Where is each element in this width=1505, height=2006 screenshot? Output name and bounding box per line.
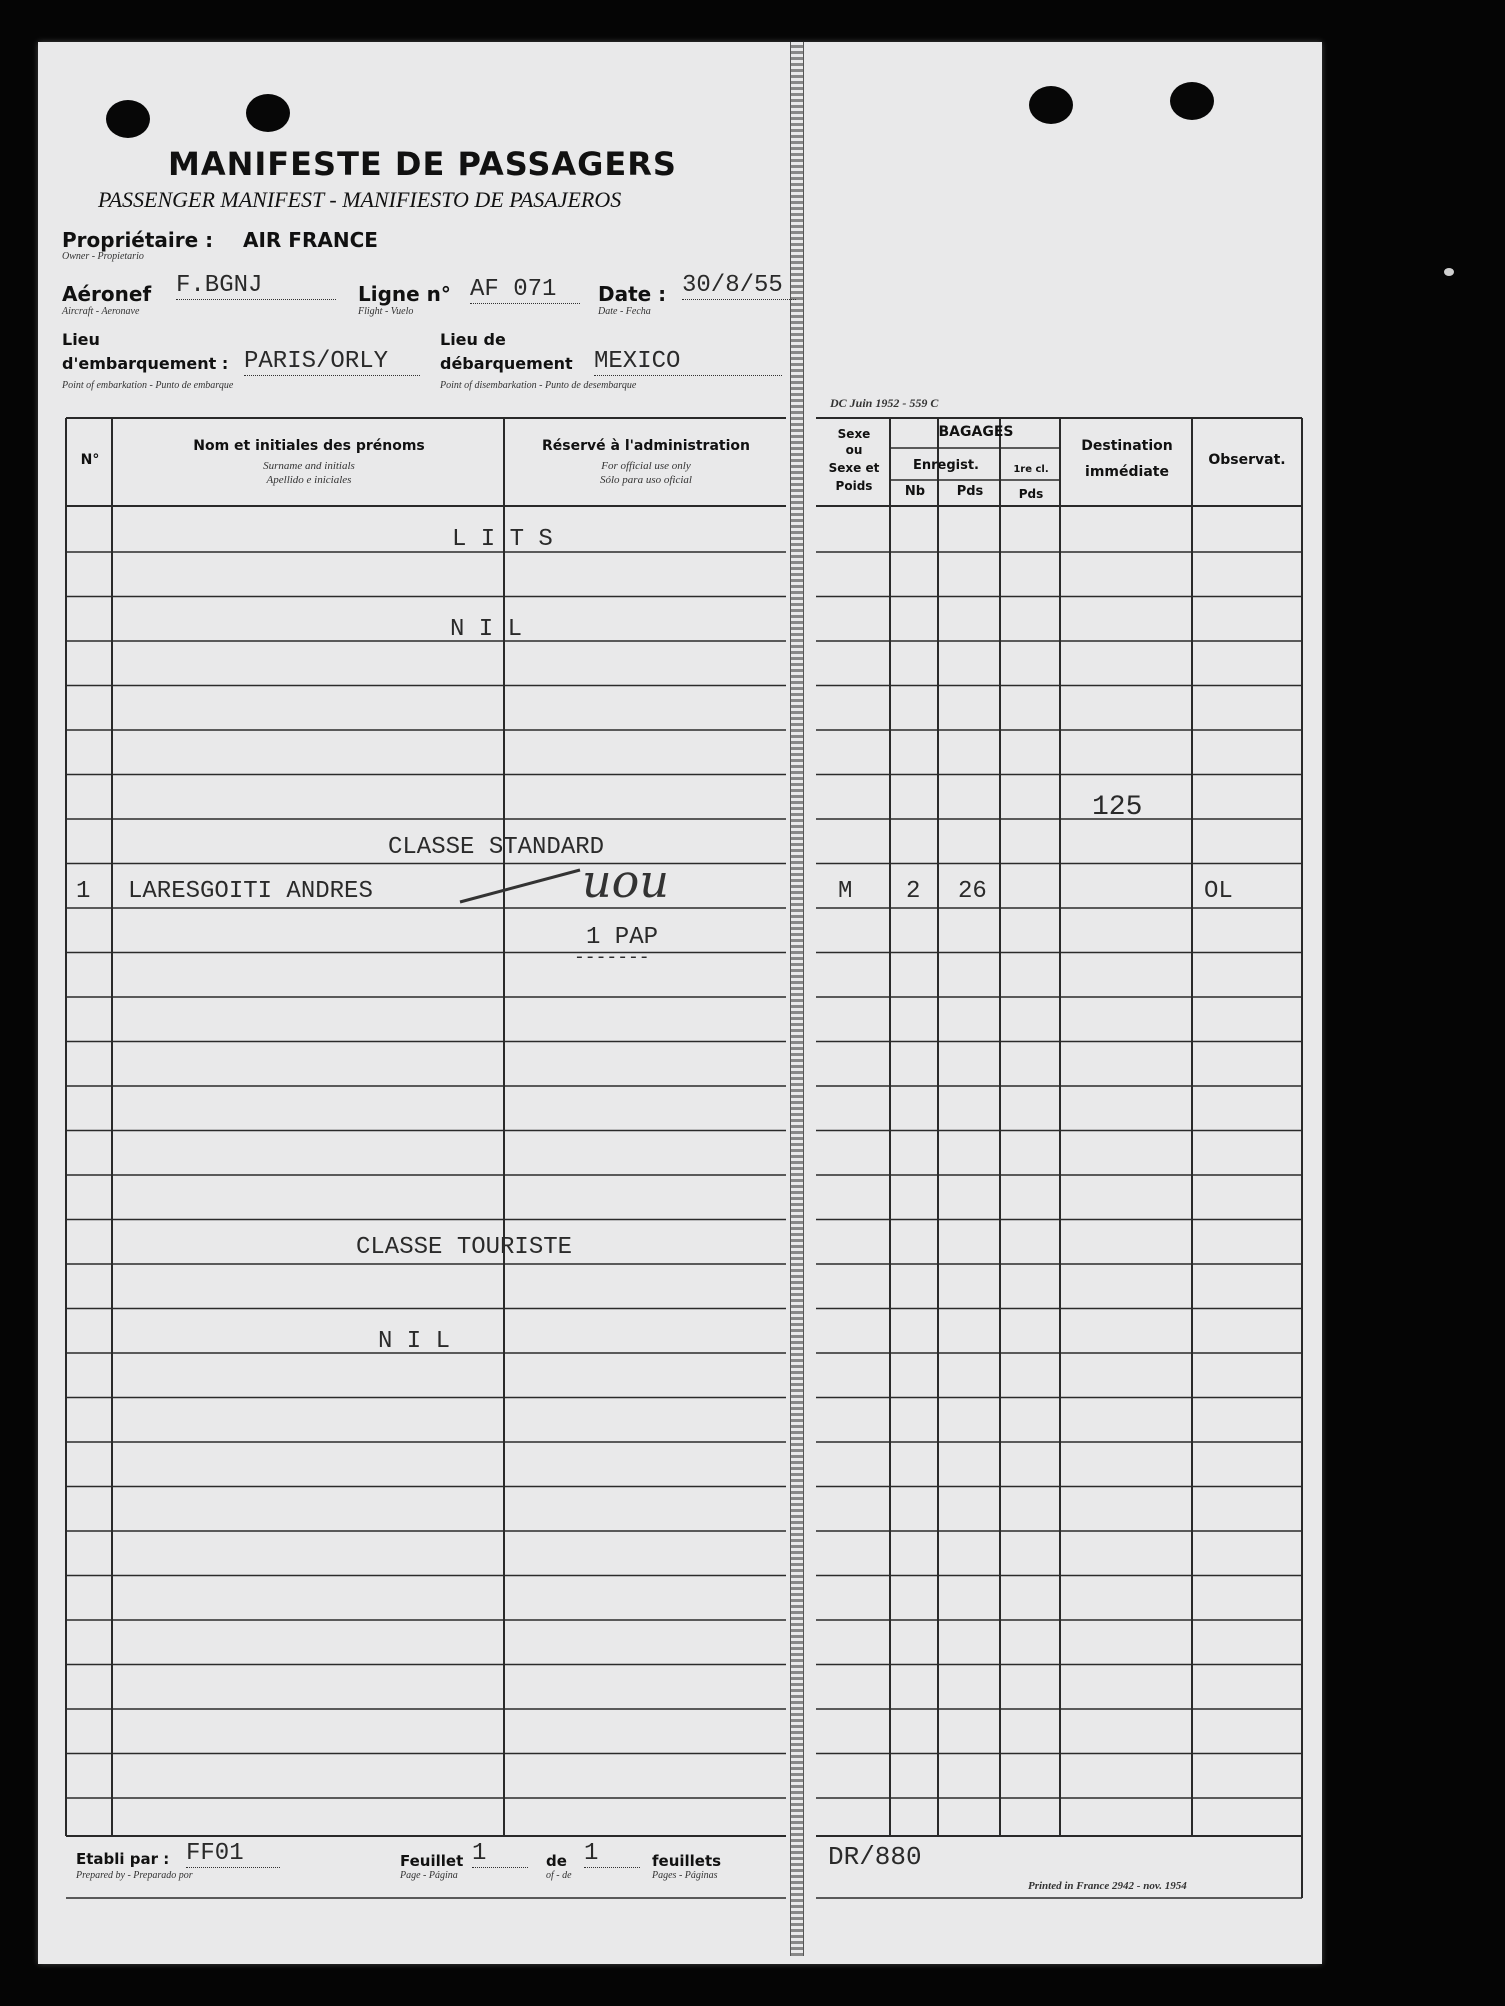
footer-feuillet-label: Feuillet [400,1852,464,1870]
embark-label-sub: Point of embarkation - Punto de embarque [62,380,234,391]
passenger-sexe: M [838,878,853,905]
header-observ: Observat. [1208,452,1286,468]
document-title: MANIFESTE DE PASSAGERS [168,145,677,183]
footer-de-value: 1 [584,1840,640,1868]
footer-etabli-value: FF01 [186,1840,280,1868]
passenger-admin-handwritten: uou [582,854,669,908]
disembark-label-1: Lieu de [440,330,506,349]
owner-label: Propriétaire : [62,228,214,252]
entry-lits: L I T S [452,526,553,553]
header-sexe-1: Sexe [837,427,871,441]
footer-feuillet-value: 1 [472,1840,528,1868]
header-enregist: Enregist. [912,458,979,473]
document-subtitle: PASSENGER MANIFEST - MANIFIESTO DE PASAJEROS [98,187,622,212]
passenger-nb: 2 [906,878,921,905]
header-first-class: 1re cl. [1013,464,1049,475]
aircraft-value: F.BGNJ [176,272,336,300]
footer-feuillets-label: feuillets [652,1852,722,1870]
header-admin-sub2: Sólo para uso oficial [600,474,692,486]
owner-value: AIR FRANCE [243,228,378,252]
footer-de-sub: of - de [546,1870,572,1881]
header-destination-2: immédiate [1085,464,1169,480]
embark-label-2: d'embarquement : [62,354,229,373]
footer-feuillets-sub: Pages - Páginas [652,1870,718,1881]
header-nb: Nb [904,484,926,499]
header-no: N° [80,452,100,468]
passenger-name: LARESGOITI ANDRES [128,878,373,905]
entry-classe-standard: CLASSE STANDARD [388,834,605,861]
header-name: Nom et initiales des prénoms [193,438,425,454]
header-pds2: Pds [1018,487,1044,501]
embark-label-1: Lieu [62,330,100,349]
header-admin: Réservé à l'administration [542,438,750,454]
header-sexe-3: Sexe et [828,461,880,475]
flight-value: AF 071 [470,276,580,304]
entry-classe-touriste: CLASSE TOURISTE [356,1234,573,1261]
footer-de-label: de [546,1852,567,1870]
header-admin-sub1: For official use only [601,460,691,472]
footer-etabli-sub: Prepared by - Preparado por [76,1870,193,1881]
entry-destination-total: 125 [1092,792,1143,823]
flight-label: Ligne n° [358,282,451,306]
header-sexe-2: ou [845,443,863,457]
aircraft-label: Aéronef [62,282,152,306]
date-label: Date : [598,282,667,306]
header-name-sub2: Apellido e iniciales [266,474,352,486]
date-label-sub: Date - Fecha [598,306,651,317]
footer-printed: Printed in France 2942 - nov. 1954 [1028,1880,1187,1892]
header-name-sub1: Surname and initials [263,460,355,472]
passenger-observ: OL [1204,878,1233,905]
entry-nil-1: N I L [450,616,523,643]
disembark-label-sub: Point of disembarkation - Punto de desembarque [440,380,637,391]
entry-pap-underline: ------- [574,948,650,968]
date-value: 30/8/55 [682,272,796,300]
entry-nil-2: N I L [378,1328,451,1355]
aircraft-label-sub: Aircraft - Aeronave [62,306,140,317]
disembark-value: MEXICO [594,348,782,376]
embark-value: PARIS/ORLY [244,348,420,376]
footer-ref: DR/880 [828,1842,922,1872]
footer-feuillet-sub: Page - Página [400,1870,458,1881]
disembark-label-2: débarquement [440,354,573,373]
form-code: DC Juin 1952 - 559 C [830,396,939,410]
header-sexe-4: Poids [835,479,873,493]
owner-label-sub: Owner - Propietario [62,251,144,262]
footer-etabli-label: Etabli par : [76,1850,170,1868]
passenger-pds: 26 [958,878,987,905]
flight-label-sub: Flight - Vuelo [358,306,414,317]
header-bagages: BAGAGES [938,424,1014,440]
header-pds: Pds [956,484,984,499]
header-destination-1: Destination [1081,438,1173,454]
passenger-no: 1 [76,878,91,905]
entry-pap: 1 PAP [586,924,659,951]
